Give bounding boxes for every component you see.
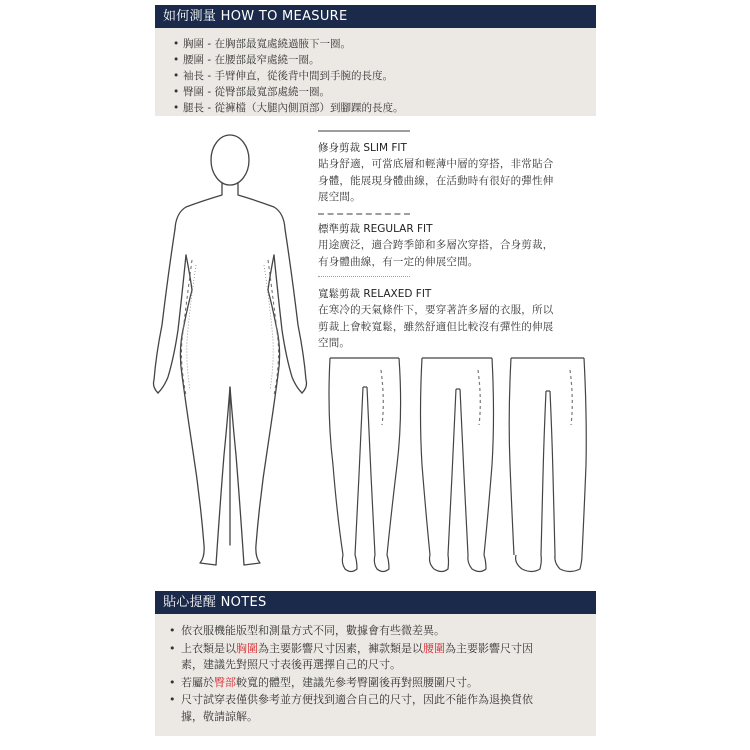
note-item-2-part-a: 上衣類是以 <box>181 641 236 655</box>
note-item-3-part-b: 較寬的體型，建議先參考臀圍後再對照腰圍尺寸。 <box>236 675 478 689</box>
relaxed-fit-pants-illustration <box>508 355 598 580</box>
relaxed-fit-line-3: 空間。 <box>318 337 351 349</box>
measure-header <box>155 5 596 28</box>
regular-fit-pants-illustration <box>418 355 508 580</box>
regular-fit-line-1: 用途廣泛，適合跨季節和多層次穿搭，合身剪裁， <box>318 239 554 251</box>
notes-title-en: NOTES <box>220 595 267 610</box>
relaxed-fit-line <box>318 276 410 277</box>
note-item-4-part-a: 尺寸試穿表僅供參考並方便找到適合自己的尺寸，因此不能作為退換貨依 <box>181 693 533 706</box>
measure-panel <box>155 28 596 116</box>
note-hip-highlight: 臀部 <box>214 675 236 689</box>
notes-list <box>169 623 596 725</box>
note-waist-highlight: 腰圍 <box>423 641 445 655</box>
measure-item-hip: • 臀圍 - 從臀部最寬部處繞一圈。 <box>173 84 596 100</box>
slim-fit-line-2: 身體，能展現身體曲線，在活動時有很好的彈性伸 <box>318 174 554 187</box>
regular-fit-section <box>318 221 600 270</box>
note-item-2 <box>169 641 596 674</box>
measure-item-chest: • 胸圍 - 在胸部最寬處繞過腋下一圈。 <box>173 36 596 52</box>
note-item-3 <box>169 675 596 692</box>
note-item-3-part-a: 若屬於 <box>181 675 214 689</box>
relaxed-fit-line-1: 在寒冷的天氣條件下，要穿著許多層的衣服，所以 <box>318 304 554 316</box>
regular-fit-line-2: 有身體曲線，有一定的伸展空間。 <box>318 255 479 268</box>
note-chest-highlight: 胸圍 <box>236 641 258 655</box>
notes-header <box>155 591 596 614</box>
measure-item-sleeve: • 袖長 - 手臂伸直，從後背中間到手腕的長度。 <box>173 68 596 84</box>
measure-item-leg: • 腿長 - 從褲檔（大腿內側頂部）到腳踝的長度。 <box>173 100 596 116</box>
note-item-4-part-b: 據，敬請諒解。 <box>181 709 258 723</box>
regular-fit-title: 標準剪裁 REGULAR FIT <box>318 223 433 235</box>
notes-title-zh: 貼心提醒 <box>163 595 217 610</box>
note-item-1 <box>169 623 596 640</box>
note-item-1-text: 依衣服機能版型和測量方式不同，數據會有些微差異。 <box>181 624 445 637</box>
notes-panel <box>155 614 596 736</box>
measure-title-zh: 如何測量 <box>163 9 217 24</box>
note-item-2-part-b: 為主要影響尺寸因素，褲款類是以 <box>258 641 423 655</box>
note-item-4 <box>169 692 596 725</box>
slim-fit-pants-illustration <box>325 355 415 580</box>
note-item-2-part-c: 為主要影響尺寸因 <box>445 641 533 655</box>
measure-title-en: HOW TO MEASURE <box>220 9 348 24</box>
relaxed-fit-title: 寬鬆剪裁 RELAXED FIT <box>318 288 432 300</box>
body-silhouette-illustration <box>142 125 322 575</box>
slim-fit-line-1: 貼身舒適，可當底層和輕薄中層的穿搭，非常貼合 <box>318 158 554 170</box>
slim-fit-line <box>318 130 410 132</box>
slim-fit-title: 修身剪裁 SLIM FIT <box>318 142 407 154</box>
note-item-2-part-d: 素，建議先對照尺寸表後再選擇自己的尺寸。 <box>181 658 401 671</box>
regular-fit-line <box>318 213 410 215</box>
measure-list <box>173 36 596 116</box>
slim-fit-line-3: 展空間。 <box>318 191 361 203</box>
relaxed-fit-line-2: 剪裁上會較寬鬆，雖然舒適但比較沒有彈性的伸展 <box>318 320 554 333</box>
slim-fit-section <box>318 140 600 206</box>
relaxed-fit-section <box>318 286 600 352</box>
measure-item-waist: • 腰圍 - 在腰部最窄處繞一圈。 <box>173 52 596 68</box>
